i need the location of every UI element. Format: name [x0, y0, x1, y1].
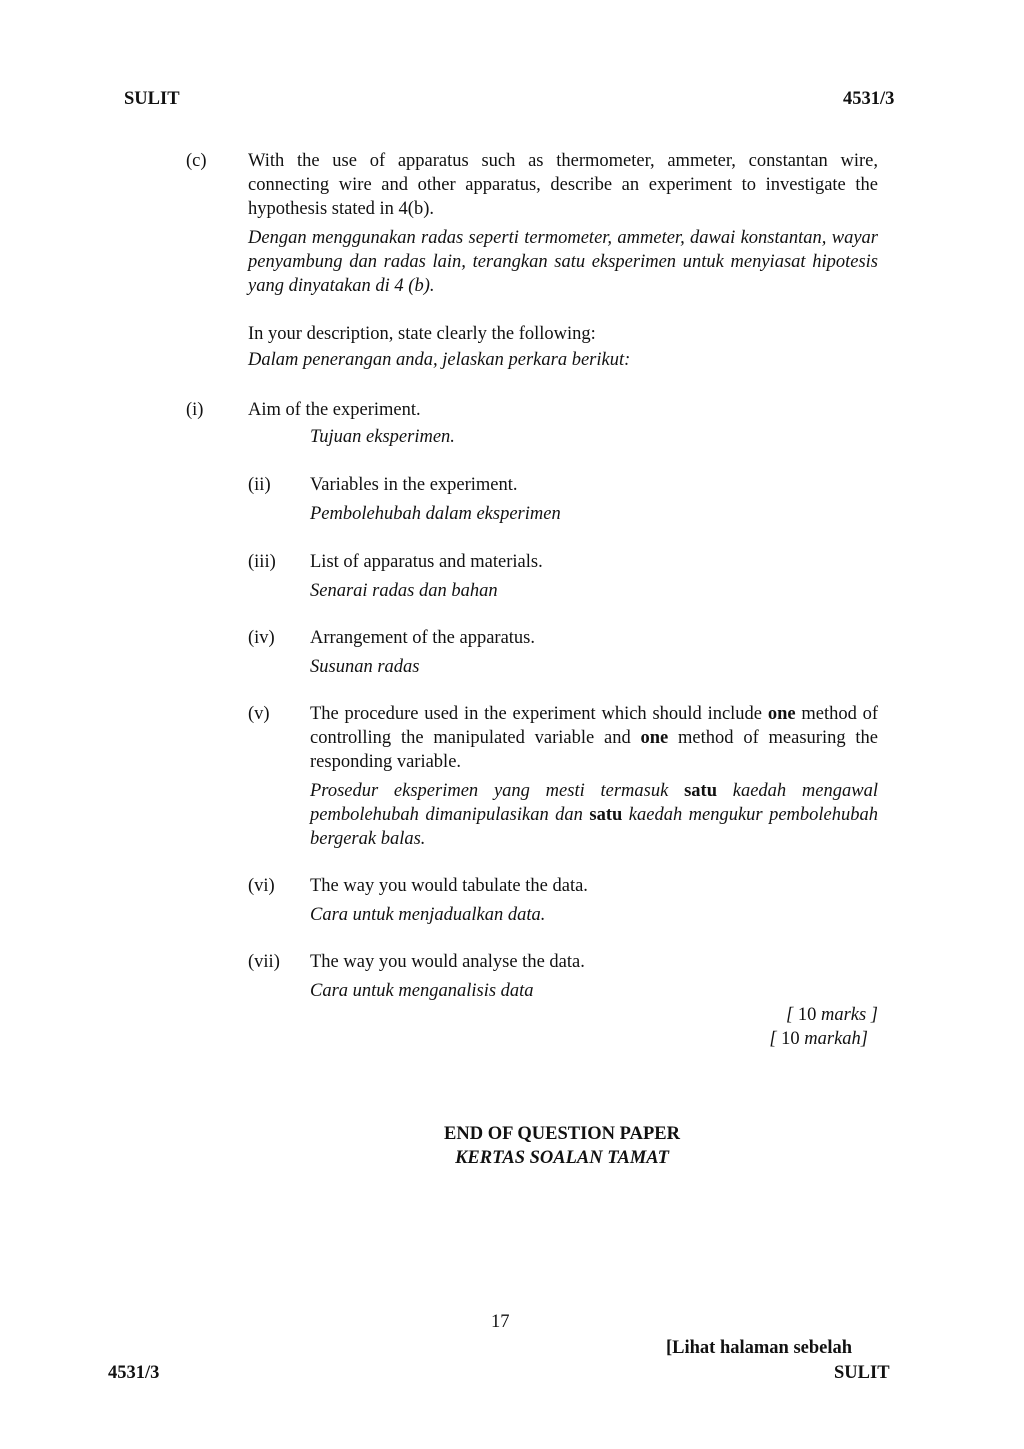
- question-label: (c): [186, 151, 207, 171]
- description-intro-en: In your description, state clearly the following:: [248, 324, 596, 344]
- item-text-en: Aim of the experiment.: [248, 400, 421, 420]
- item-text-ms: [310, 779, 878, 851]
- item-text-ms: Cara untuk menjadualkan data.: [310, 905, 546, 925]
- marks-ms: [769, 1027, 868, 1051]
- emphasis-satu: satu: [684, 781, 717, 801]
- item-label: (vi): [248, 876, 275, 896]
- marks-word: marks ]: [820, 1005, 878, 1025]
- item-label: (iv): [248, 628, 275, 648]
- item-text-ms: Tujuan eksperimen.: [310, 427, 455, 447]
- marks-number: 10: [797, 1005, 817, 1025]
- marks-word: markah]: [804, 1029, 868, 1049]
- item-label: (v): [248, 704, 270, 724]
- end-of-paper-en: END OF QUESTION PAPER: [444, 1124, 680, 1144]
- text-segment: The procedure used in the experiment which should include: [310, 704, 763, 724]
- item-text-en: The way you would tabulate the data.: [310, 876, 588, 896]
- text-segment: Prosedur eksperimen yang mesti termasuk: [310, 781, 669, 801]
- emphasis-one: one: [640, 728, 669, 748]
- item-text-en: [310, 702, 878, 774]
- emphasis-satu: satu: [589, 805, 623, 825]
- marks-en: [786, 1003, 878, 1027]
- item-text-en: Arrangement of the apparatus.: [310, 628, 535, 648]
- description-intro-ms: Dalam penerangan anda, jelaskan perkara berikut:: [248, 350, 631, 370]
- header-right-code: 4531/3: [843, 89, 895, 109]
- next-page-note: [Lihat halaman sebelah: [666, 1338, 853, 1358]
- footer-right-label: SULIT: [834, 1363, 890, 1383]
- item-text-en: List of apparatus and materials.: [310, 552, 543, 572]
- item-label: (i): [186, 400, 204, 420]
- question-text-ms: Dengan menggunakan radas seperti termometer, ammeter, dawai konstantan, wayar penyambung dan radas lain, terangkan satu eksperimen untuk menyiasat hipotesis yang dinyatakan di 4 (b).: [248, 228, 878, 296]
- marks-number: 10: [781, 1029, 800, 1049]
- header-left-code: SULIT: [124, 89, 180, 109]
- item-label: (ii): [248, 475, 271, 495]
- question-text-en: With the use of apparatus such as thermometer, ammeter, constantan wire, connecting wire and other apparatus, describe an experiment to investigate the hypothesis stated in 4(b).: [248, 151, 878, 219]
- text-segment: kaedah mengawal pembolehubah dimanipulasikan dan: [310, 781, 878, 825]
- item-text-ms: Cara untuk menganalisis data: [310, 981, 534, 1001]
- item-label: (iii): [248, 552, 276, 572]
- end-of-paper-ms: KERTAS SOALAN TAMAT: [455, 1148, 669, 1168]
- item-text-en: The way you would analyse the data.: [310, 952, 585, 972]
- emphasis-one: one: [767, 704, 796, 724]
- item-text-ms: Senarai radas dan bahan: [310, 581, 498, 601]
- page-number: 17: [491, 1312, 510, 1332]
- text-segment: kaedah mengukur pembolehubah bergerak balas.: [310, 805, 879, 849]
- item-text-en: Variables in the experiment.: [310, 475, 518, 495]
- item-label: (vii): [248, 952, 280, 972]
- item-text-ms: Pembolehubah dalam eksperimen: [310, 504, 561, 524]
- text-segment: method of measuring the responding variable.: [310, 728, 878, 772]
- bracket: [: [769, 1029, 777, 1049]
- text-segment: method of controlling the manipulated variable and: [310, 704, 879, 748]
- bracket: [: [786, 1005, 794, 1025]
- footer-left-code: 4531/3: [108, 1363, 160, 1383]
- item-text-ms: Susunan radas: [310, 657, 420, 677]
